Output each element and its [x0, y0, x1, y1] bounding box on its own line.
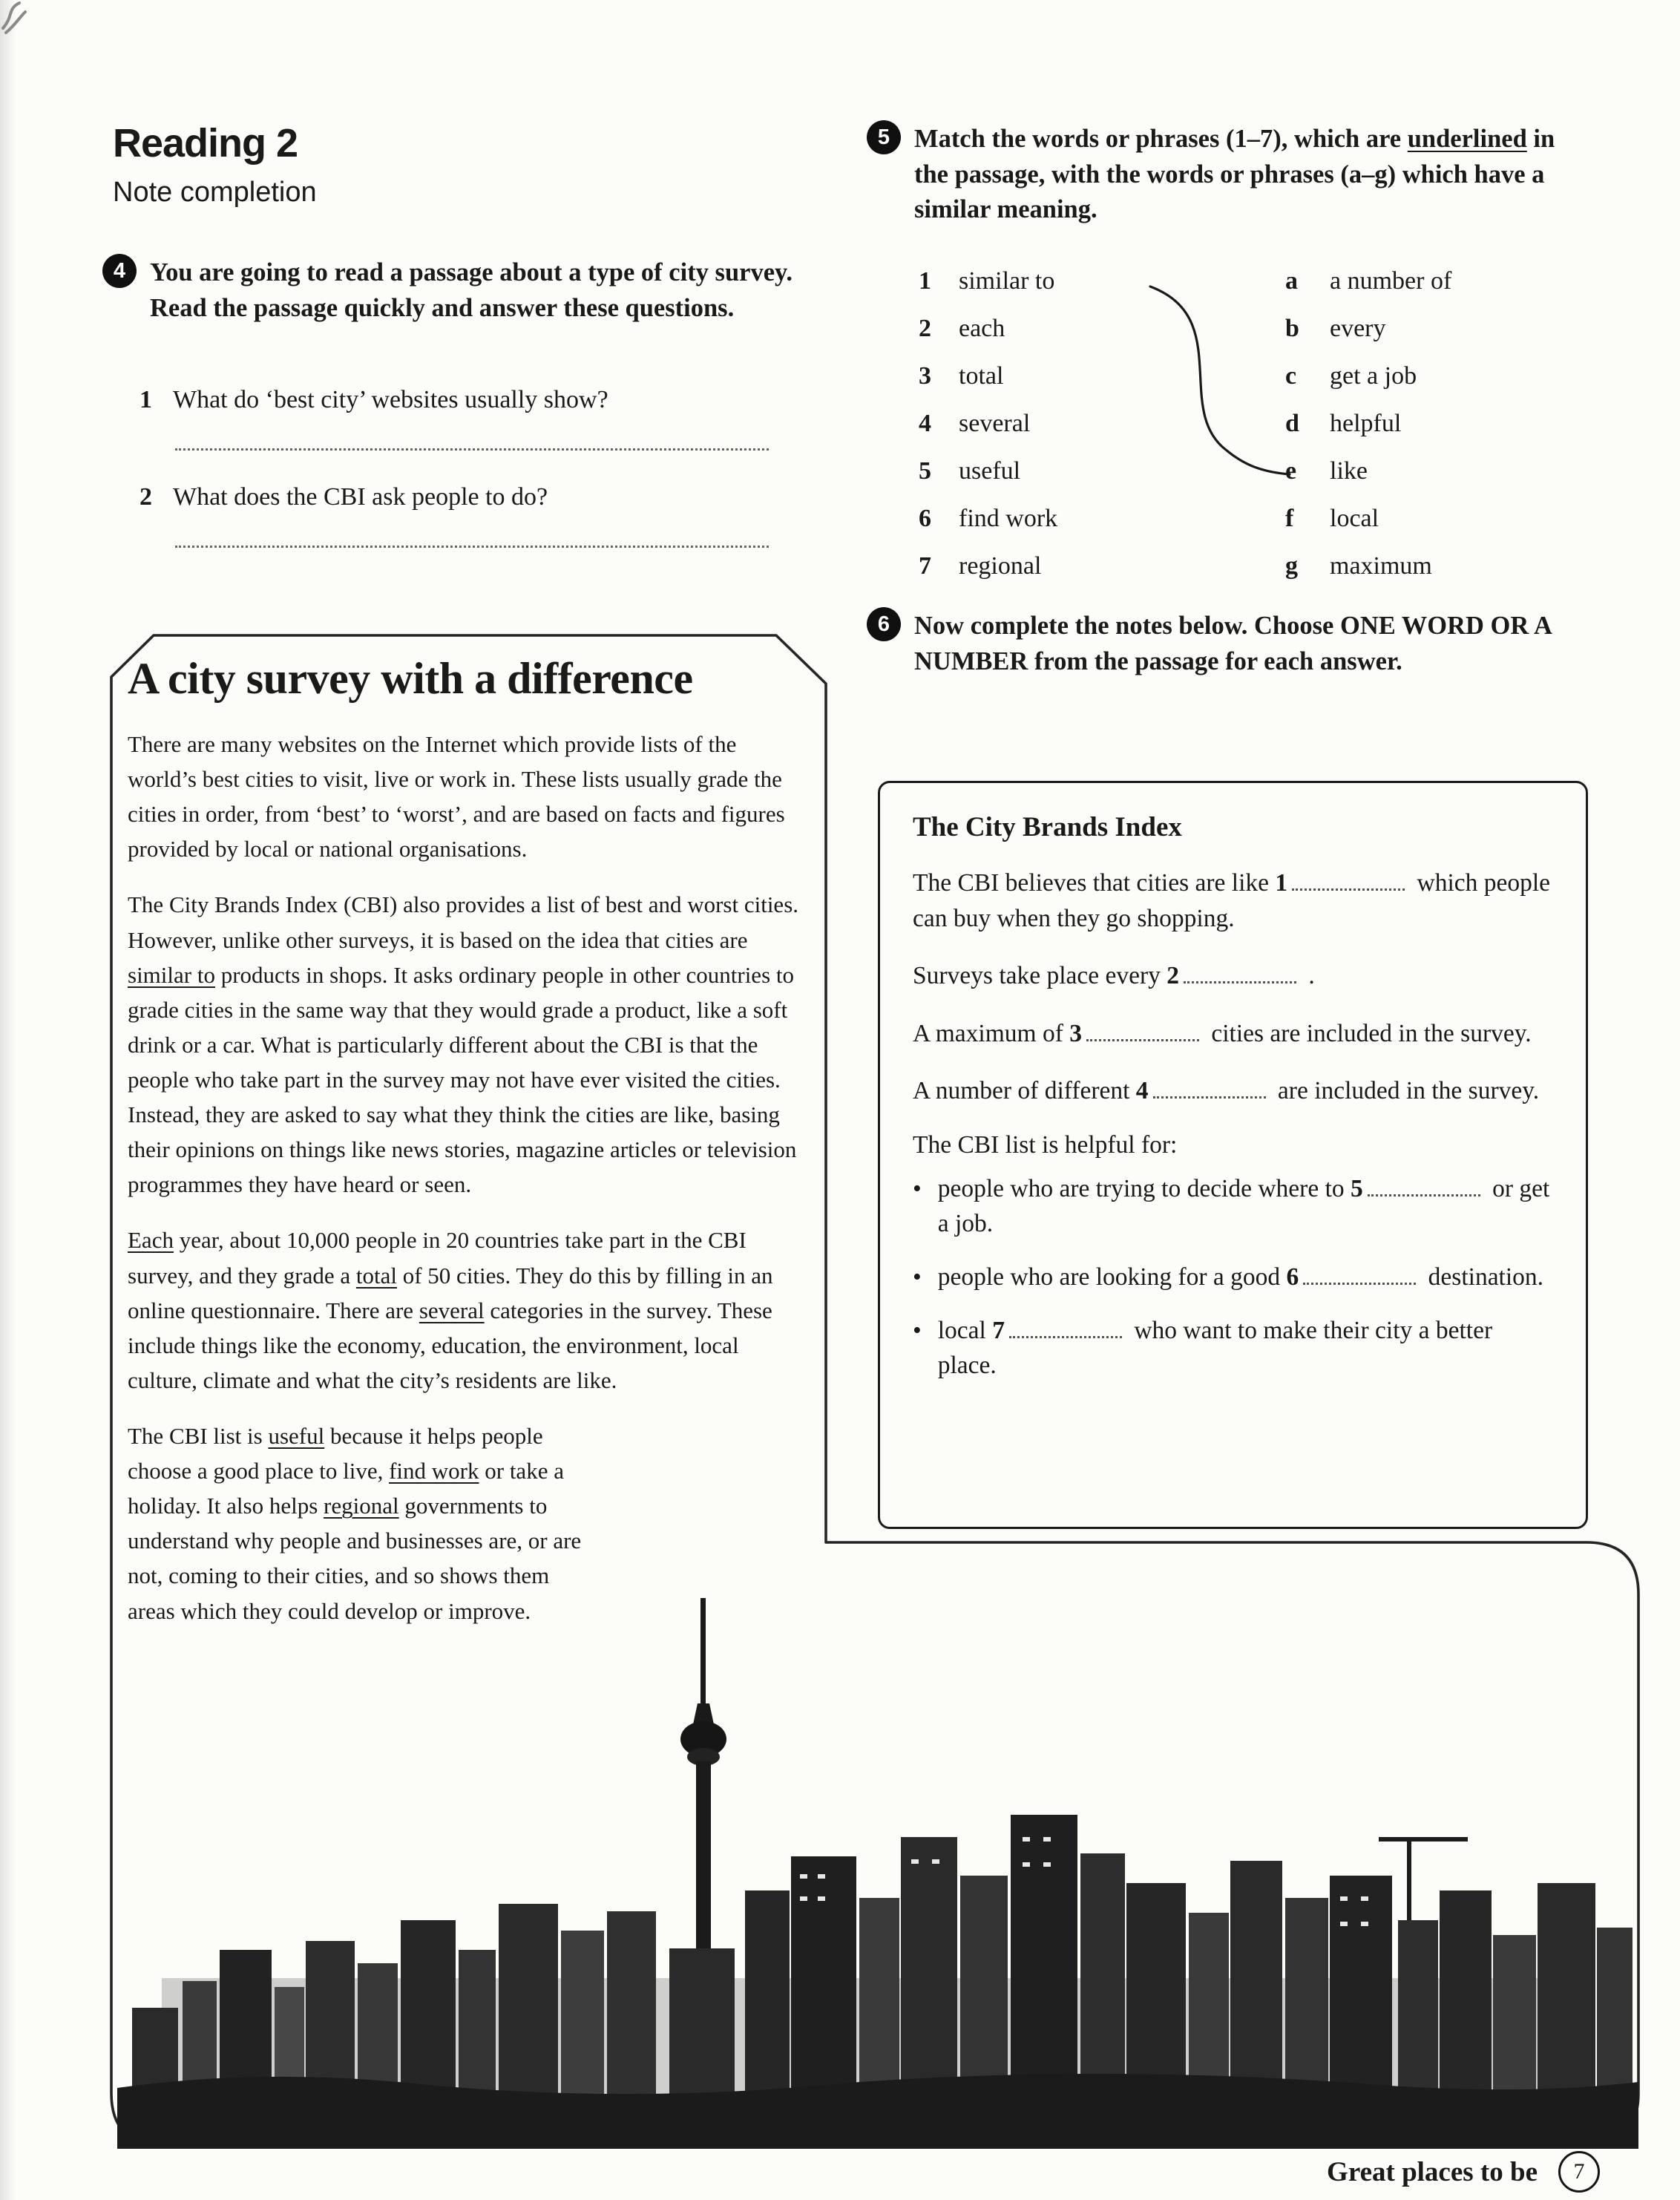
answer-line-1[interactable] [175, 448, 769, 451]
note-bullet-2-text: people who are looking for a good 6 destination. [938, 1260, 1543, 1295]
exercise-4-questions [140, 386, 807, 580]
notes-list-intro: The CBI list is helpful for: [913, 1130, 1178, 1159]
exercise-5-instruction: Match the words or phrases (1–7), which are underlined in the passage, with the words or phrases (a–g) which have a similar meaning. [914, 125, 1555, 224]
match-word-7[interactable]: regional [959, 552, 1042, 580]
match-word-g[interactable]: maximum [1330, 552, 1432, 580]
match-word-3[interactable]: total [959, 362, 1004, 390]
match-letter-b: b [1285, 315, 1299, 342]
notes-box [878, 781, 1588, 1529]
exercise-5-number-badge: 5 [867, 120, 901, 154]
match-word-c[interactable]: get a job [1330, 362, 1417, 390]
match-letter-e: e [1285, 457, 1297, 485]
match-word-4[interactable]: several [959, 410, 1031, 437]
note-bullet-2[interactable] [913, 1260, 1553, 1295]
note-bullet-1-text: people who are trying to decide where to 5 or get a job. [938, 1171, 1553, 1242]
exercise-6-number-badge: 6 [867, 607, 901, 641]
question-1-number: 1 [140, 386, 152, 413]
scan-artifact [0, 0, 59, 52]
match-word-5[interactable]: useful [959, 457, 1021, 485]
note-item-2[interactable]: Surveys take place every 2 . [913, 958, 1553, 994]
passage-title: A city survey with a difference [128, 654, 693, 703]
note-item-1[interactable]: The CBI believes that cities are like 1 which people can buy when they go shopping. [913, 865, 1553, 936]
bullet-icon: • [913, 1174, 922, 1202]
match-letter-a: a [1285, 267, 1298, 295]
match-word-6[interactable]: find work [959, 505, 1058, 532]
question-1 [140, 386, 807, 414]
match-num-7: 7 [919, 552, 931, 580]
note-bullet-3-text: local 7 who want to make their city a better place. [938, 1313, 1553, 1384]
bullet-icon: • [913, 1263, 922, 1291]
passage-paragraph-1: There are many websites on the Internet which provide lists of the world’s best cities to visit, live or work in. These lists usually grade the cities in order, from ‘best’ to ‘worst’, and are based on facts and figures provided by local or national organisations. [128, 731, 785, 862]
notes-title: The City Brands Index [913, 812, 1182, 842]
note-item-3[interactable]: A maximum of 3 cities are included in the survey. [913, 1016, 1553, 1052]
match-letter-c: c [1285, 362, 1297, 390]
exercise-5 [867, 120, 1616, 228]
page-footer [1327, 2151, 1600, 2193]
match-word-f[interactable]: local [1330, 505, 1379, 532]
match-letter-g: g [1285, 552, 1298, 580]
answer-line-2[interactable] [175, 546, 769, 548]
exercise-6 [867, 607, 1616, 679]
question-2 [140, 483, 807, 511]
match-word-2[interactable]: each [959, 315, 1005, 342]
page-number-badge: 7 [1558, 2151, 1600, 2193]
match-num-5: 5 [919, 457, 931, 485]
match-word-e[interactable]: like [1330, 457, 1368, 485]
note-bullet-3[interactable] [913, 1313, 1553, 1384]
match-letter-f: f [1285, 505, 1294, 532]
match-word-d[interactable]: helpful [1330, 410, 1402, 437]
footer-text: Great places to be [1327, 2156, 1538, 2187]
note-item-4[interactable]: A number of different 4 are included in the survey. [913, 1073, 1553, 1109]
match-num-4: 4 [919, 410, 931, 437]
bullet-icon: • [913, 1316, 922, 1344]
match-num-1: 1 [919, 267, 931, 295]
section-subtitle: Note completion [113, 177, 317, 208]
skyline-text-wrap-spacer [582, 1493, 804, 1804]
question-2-text: What does the CBI ask people to do? [173, 483, 548, 511]
section-title: Reading 2 [113, 121, 298, 166]
match-word-a[interactable]: a number of [1330, 267, 1452, 295]
exercise-4-instruction: You are going to read a passage about a type of city survey. Read the passage quickly and answer these questions. [150, 258, 793, 322]
match-num-6: 6 [919, 505, 931, 532]
note-bullet-1[interactable] [913, 1171, 1553, 1242]
match-num-2: 2 [919, 315, 931, 342]
exercise-4-number-badge: 4 [102, 254, 137, 288]
passage-paragraph-3: Each year, about 10,000 people in 20 countries take part in the CBI survey, and they grade a total of 50 cities. They do this by filling in an online questionnaire. There are several categories in the survey. These include things like the economy, education, the environment, local culture, climate and what the city’s residents are like. [128, 1227, 773, 1393]
match-word-b[interactable]: every [1330, 315, 1386, 342]
match-num-3: 3 [919, 362, 931, 390]
match-letter-d: d [1285, 410, 1299, 437]
match-word-1[interactable]: similar to [959, 267, 1055, 295]
page-header [113, 120, 317, 209]
question-1-text: What do ‘best city’ websites usually show? [173, 386, 608, 413]
match-connector-line [1039, 252, 1373, 505]
question-2-number: 2 [140, 483, 152, 511]
exercise-6-instruction: Now complete the notes below. Choose ONE WORD OR A NUMBER from the passage for each answer. [914, 612, 1552, 675]
passage-paragraph-4: The CBI list is useful because it helps people choose a good place to live, find work or take a holiday. It also helps regional governments to understand why people and businesses are, or are not, coming to their cities, and so shows them areas which they could develop or improve. [128, 1422, 582, 1624]
exercise-4 [102, 254, 844, 326]
passage-paragraph-2: The City Brands Index (CBI) also provides a list of best and worst cities. However, unlike other surveys, it is based on the idea that cities are similar to products in shops. It asks ordinary people in other countries to grade cities in the same way that they would grade a product, like a soft drink or a car. What is particularly different about the CBI is that the people who take part in the survey may not have ever visited the cities. Instead, they are asked to say what they think the cities are like, basing their opinions on things like news stories, magazine articles or television programmes they have heard or seen. [128, 891, 799, 1198]
reading-passage [128, 653, 804, 1804]
